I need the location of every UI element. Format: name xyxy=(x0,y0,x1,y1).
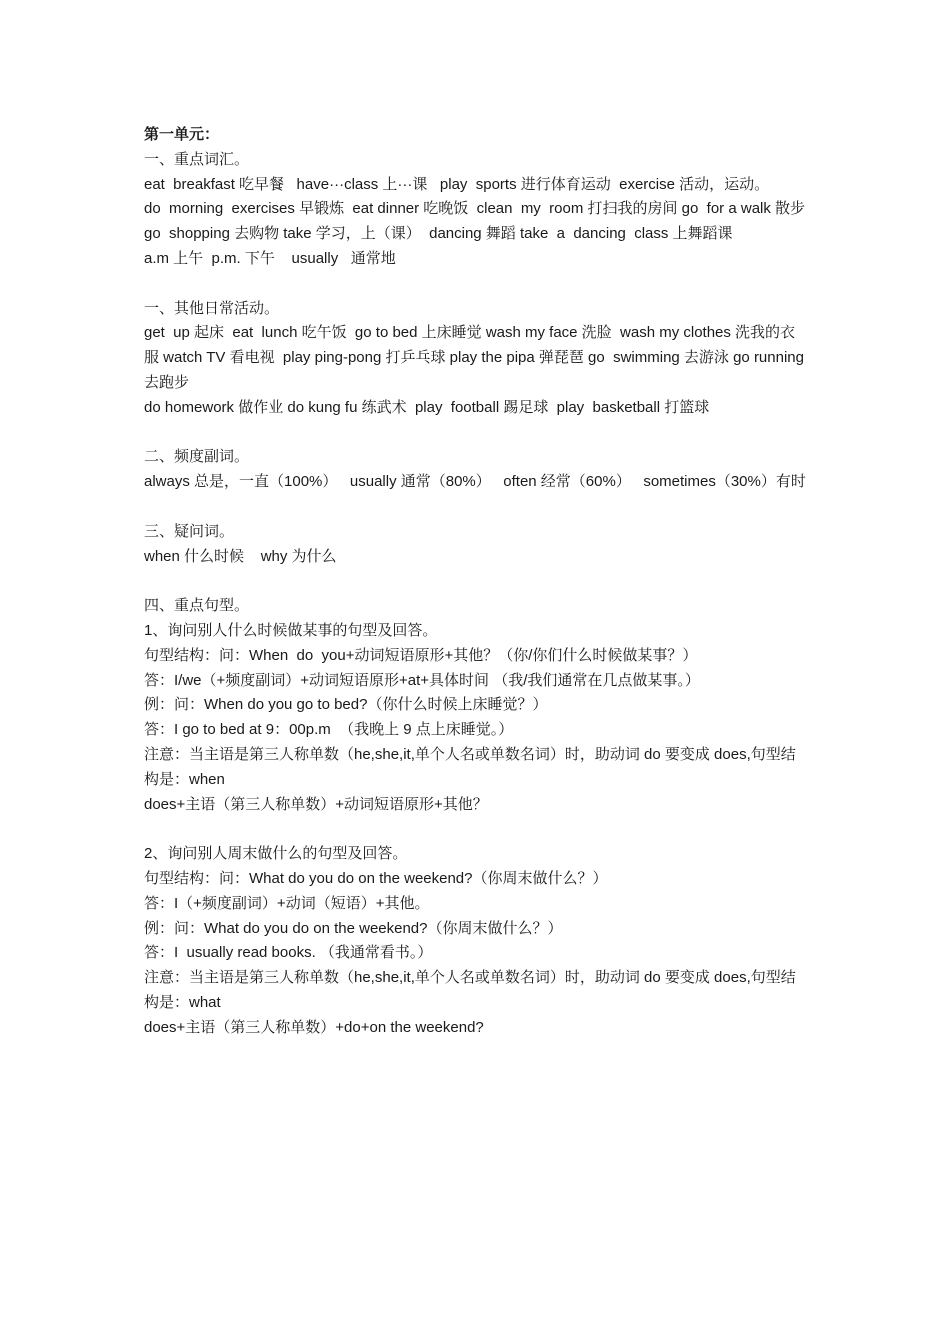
section-heading-other-activities: 一、其他日常活动。 xyxy=(144,299,280,317)
vocabulary-line: go shopping 去购物 take 学习，上（课） dancing 舞蹈 take a dancing class 上舞蹈课 xyxy=(144,225,733,243)
sentence-line: 注意：当主语是第三人称单数（he,she,it,单个人名或单数名词）时，助动词 do 要变成 does,句型结构是：what xyxy=(144,969,796,1011)
question-words-line: when 什么时候 why 为什么 xyxy=(144,547,337,565)
sentence-line: 句型结构：问：What do you do on the weekend?（你周末做什么？） xyxy=(144,869,608,887)
vocabulary-line: eat breakfast 吃早餐 have···class 上···课 play sports 进行体育运动 exercise 活动，运动。 xyxy=(144,175,770,193)
sentence-line: 1、询问别人什么时候做某事的句型及回答。 xyxy=(144,621,438,639)
sentence-line: 2、询问别人周末做什么的句型及回答。 xyxy=(144,845,408,863)
blank-line xyxy=(144,495,810,520)
activities-line: get up 起床 eat lunch 吃午饭 go to bed 上床睡觉 wash my face 洗脸 wash my clothes 洗我的衣服 watch TV 看电视 play ping-pong 打乒乓球 play the pipa 弹琵琶 go swimming 去游泳 go running 去跑步 xyxy=(144,324,809,391)
vocabulary-line: a.m 上午 p.m. 下午 usually 通常地 xyxy=(144,249,396,267)
sentence-line: 答：I usually read books. （我通常看书。） xyxy=(144,944,433,962)
section-heading-key-sentences: 四、重点句型。 xyxy=(144,597,250,615)
document-page xyxy=(144,123,810,1040)
section-heading-frequency-adverbs: 二、频度副词。 xyxy=(144,448,250,466)
sentence-line: 答：I（+频度副词）+动词（短语）+其他。 xyxy=(144,894,430,912)
blank-line xyxy=(144,569,810,594)
blank-line xyxy=(144,421,810,446)
section-heading-question-words: 三、疑问词。 xyxy=(144,522,235,540)
sentence-line: does+主语（第三人称单数）+动词短语原形+其他？ xyxy=(144,795,488,813)
document-title: 第一单元： xyxy=(144,126,220,143)
sentence-line: 例：问：When do you go to bed?（你什么时候上床睡觉？） xyxy=(144,696,548,714)
blank-line xyxy=(144,272,810,297)
frequency-line: always 总是，一直（100%） usually 通常（80%） often 经常（60%） sometimes（30%）有时 xyxy=(144,473,806,491)
sentence-line: 例：问：What do you do on the weekend?（你周末做什么？） xyxy=(144,919,563,937)
sentence-line: does+主语（第三人称单数）+do+on the weekend? xyxy=(144,1018,484,1036)
blank-line xyxy=(144,817,810,842)
sentence-line: 答：I/we（+频度副词）+动词短语原形+at+具体时间 （我/我们通常在几点做某事。） xyxy=(144,671,700,689)
sentence-line: 注意：当主语是第三人称单数（he,she,it,单个人名或单数名词）时，助动词 do 要变成 does,句型结构是：when xyxy=(144,745,796,788)
sentence-line: 答：I go to bed at 9：00p.m （我晚上 9 点上床睡觉。） xyxy=(144,721,514,739)
vocabulary-line: do morning exercises 早锻炼 eat dinner 吃晚饭 clean my room 打扫我的房间 go for a walk 散步 xyxy=(144,200,806,218)
sentence-line: 句型结构：问：When do you+动词短语原形+其他？（你/你们什么时候做某事？） xyxy=(144,646,698,664)
activities-line: do homework 做作业 do kung fu 练武术 play football 踢足球 play basketball 打篮球 xyxy=(144,398,710,416)
section-heading-key-vocabulary: 一、重点词汇。 xyxy=(144,150,250,168)
